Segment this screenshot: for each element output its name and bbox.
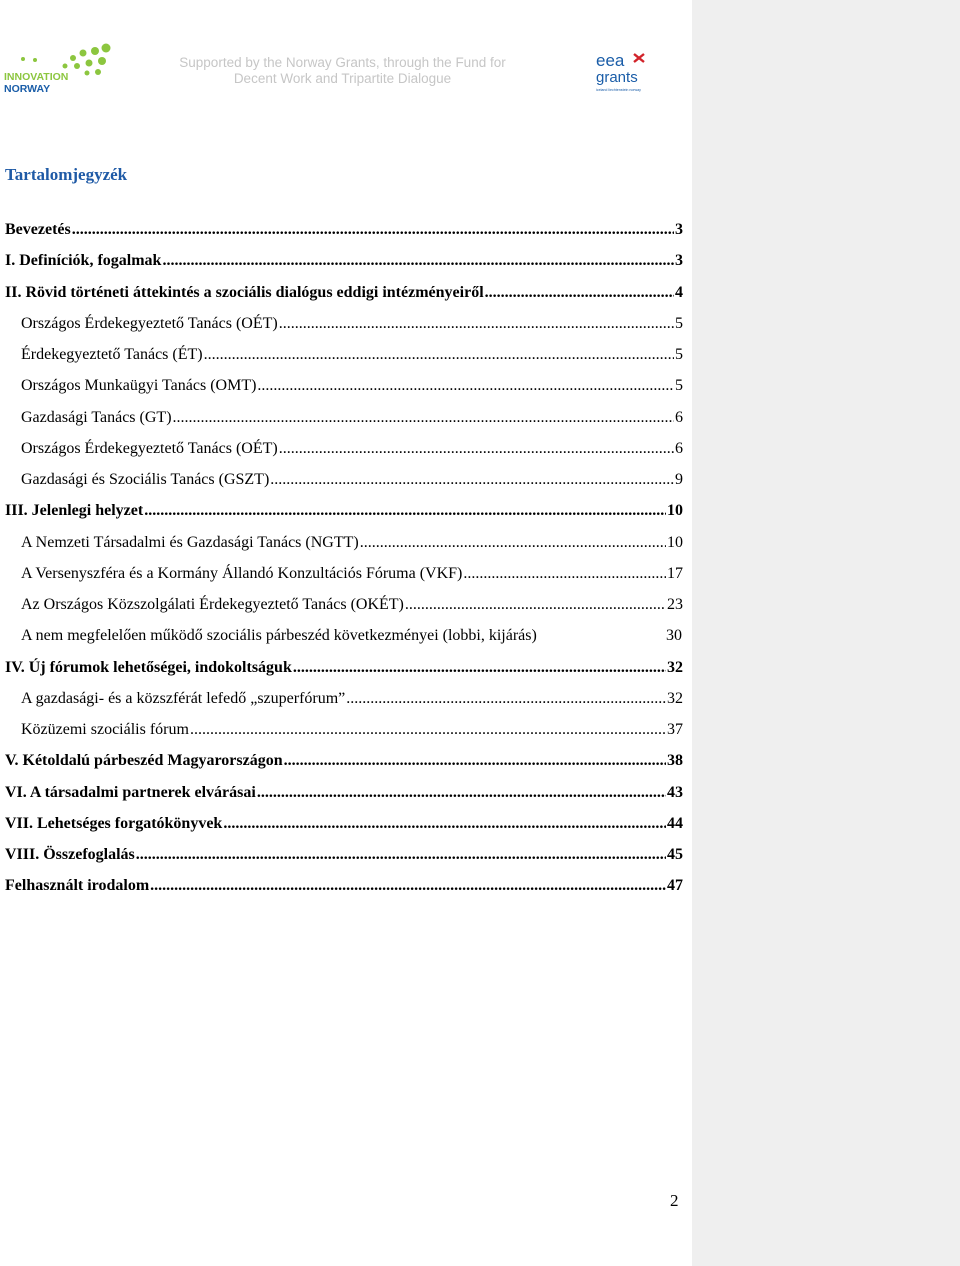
toc-dot-leader [279,438,674,460]
toc-entry-label: A Nemzeti Társadalmi és Gazdasági Tanács (NGTT) [21,533,359,551]
toc-entry[interactable] [0,594,686,625]
eea-grants-logo [594,48,656,94]
toc-entry[interactable] [0,438,686,469]
toc-entry-page: 5 [675,377,683,395]
toc-entry[interactable] [0,750,686,781]
toc-dot-leader [190,719,666,741]
toc-entry[interactable] [0,657,686,688]
logo-text-innovation: INNOVATION [4,71,69,83]
toc-entry[interactable] [0,282,686,313]
toc-dot-leader [463,563,666,585]
toc-entry-label: III. Jelenlegi helyzet [5,502,144,520]
toc-entry-page: 45 [667,846,683,863]
toc-entry-label: A gazdasági- és a közszférát lefedő „szuperfórum” [21,689,346,707]
innovation-norway-logo [3,42,123,96]
toc-entry-label: Országos Érdekegyeztető Tanács (OÉT) [21,439,278,457]
toc-entry-page: 5 [675,314,683,332]
toc-entry-label: II. Rövid történeti áttekintés a szociális dialógus eddigi intézményeiről [5,283,484,301]
logo-text-small: iceland liechtenstein norway [596,88,641,92]
toc-entry-label: Az Országos Közszolgálati Érdekegyeztető Tanács (OKÉT) [21,596,404,613]
toc-dot-leader [485,282,674,304]
toc-dot-leader [144,500,666,522]
toc-dot-leader [405,594,666,616]
toc-entry[interactable] [0,532,686,563]
toc-entry-page: 47 [667,877,683,895]
toc-entry[interactable] [0,469,686,500]
toc-entry-label: VII. Lehetséges forgatókönyvek [5,814,223,832]
toc-entry-label: A nem megfelelően működő szociális párbeszéd következményei (lobbi, kijárás) [21,627,537,645]
toc-dot-leader [150,875,666,897]
toc-dot-leader [270,469,674,491]
toc-entry-page: 9 [675,471,683,488]
toc-entry-label: Gazdasági Tanács (GT) [21,408,172,426]
toc-entry-page: 43 [667,783,683,801]
toc-dot-leader [204,344,674,366]
toc-entry-label: Gazdasági és Szociális Tanács (GSZT) [21,471,270,488]
toc-entry[interactable] [0,344,686,375]
toc-entry-page: 30 [666,627,682,645]
toc-entry[interactable] [0,250,686,281]
toc-entry[interactable] [0,500,686,531]
toc-entry-label: Közüzemi szociális fórum [21,721,189,738]
toc-entry-label: VI. A társadalmi partnerek elvárásai [5,783,256,801]
toc-entry[interactable] [0,782,686,813]
toc-dot-leader [257,782,666,804]
toc-entry[interactable] [0,688,686,719]
toc-dot-leader [162,250,674,272]
toc-dot-leader [136,844,666,866]
toc-entry-label: Országos Érdekegyeztető Tanács (OÉT) [21,314,278,332]
table-of-contents [0,219,686,907]
toc-entry-page: 44 [667,814,683,832]
toc-dot-leader [257,375,674,397]
toc-dot-leader [173,407,674,429]
toc-entry[interactable] [0,844,686,875]
toc-entry[interactable] [0,407,686,438]
toc-dot-leader [284,750,666,772]
toc-entry-page: 3 [675,221,683,238]
logo-text-eea: eea [596,51,625,70]
right-margin-panel [692,0,960,1266]
toc-entry-page: 5 [675,346,683,363]
header-line-1: Supported by the Norway Grants, through the Fund for [179,55,506,70]
toc-entry-page: 32 [667,658,683,676]
toc-entry[interactable] [0,219,686,250]
toc-entry-label: VIII. Összefoglalás [5,846,135,863]
toc-entry-label: V. Kétoldalú párbeszéd Magyarországon [5,752,283,770]
toc-entry-page: 10 [667,533,683,551]
toc-entry[interactable] [0,813,686,844]
toc-entry[interactable] [0,375,686,406]
toc-entry[interactable] [0,563,686,594]
toc-dot-leader [72,219,674,241]
toc-entry-label: Érdekegyeztető Tanács (ÉT) [21,346,203,363]
toc-entry-label: A Versenyszféra és a Kormány Állandó Konzultációs Fóruma (VKF) [21,564,463,582]
toc-dot-leader [346,688,666,710]
toc-entry-page: 23 [667,596,683,613]
toc-entry-page: 38 [667,752,683,770]
toc-dot-leader [279,313,674,335]
logo-text-norway: NORWAY [4,83,51,95]
toc-entry-page: 10 [667,502,683,520]
toc-entry-page: 3 [675,252,683,270]
toc-entry-label: Bevezetés [5,221,71,238]
toc-entry[interactable] [0,875,686,906]
header-support-note [150,55,535,87]
toc-entry[interactable] [0,625,686,656]
toc-entry[interactable] [0,313,686,344]
toc-entry[interactable] [0,719,686,750]
toc-entry-page: 6 [675,408,683,426]
toc-entry-page: 17 [667,564,683,582]
toc-entry-page: 32 [667,689,683,707]
toc-dot-leader [223,813,666,835]
header-line-2: Decent Work and Tripartite Dialogue [233,71,452,86]
toc-entry-page: 4 [675,283,683,301]
toc-entry-page: 37 [667,721,683,738]
toc-title: Tartalomjegyzék [5,165,128,184]
toc-dot-leader [293,657,666,679]
toc-entry-label: Országos Munkaügyi Tanács (OMT) [21,377,257,395]
toc-dot-leader [360,532,666,554]
toc-entry-label: IV. Új fórumok lehetőségei, indokoltságuk [5,658,292,676]
page-number: 2 [670,1191,679,1210]
logo-text-grants: grants [596,69,638,86]
toc-entry-page: 6 [675,439,683,457]
toc-entry-label: I. Definíciók, fogalmak [5,252,162,270]
toc-entry-label: Felhasznált irodalom [5,877,150,895]
